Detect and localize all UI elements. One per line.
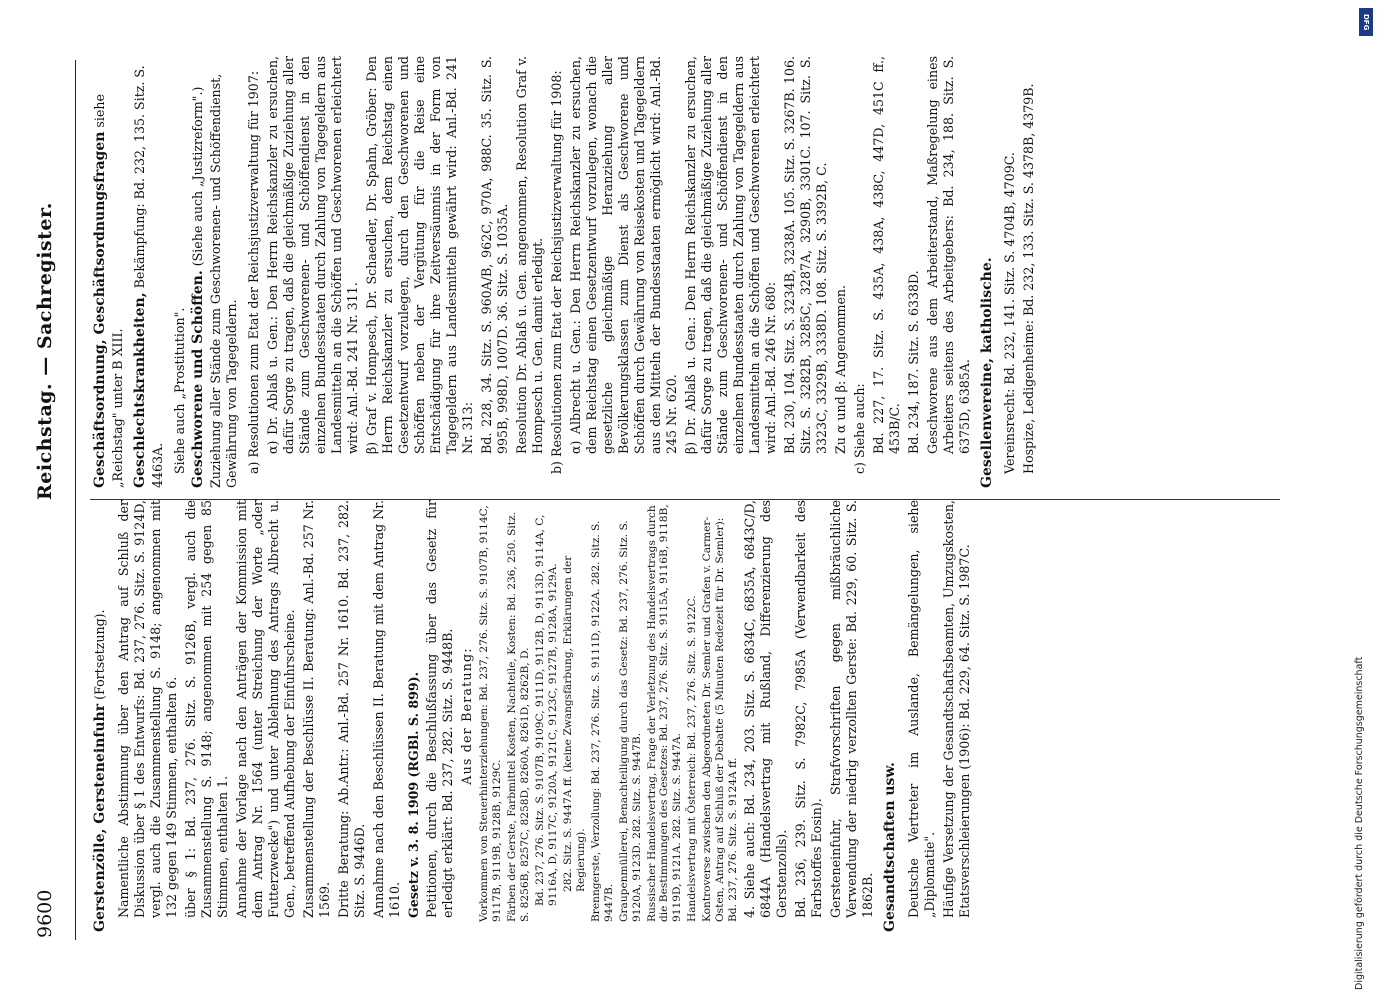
paragraph: Petitionen, durch die Beschlußfassung über das Gesetz für erledigt erklärt: Bd. 237, 282. Sitz. S. 9448B. xyxy=(424,500,456,918)
resolution-outcome: Resolution Dr. Ablaß u. Gen. angenommen, Resolution Graf v. Hompesch u. Gen. damit erledigt. xyxy=(513,56,545,454)
entry-gesellenvereine xyxy=(979,56,997,488)
left-column xyxy=(92,500,1282,932)
subsection-heading: b) Resolutionen zum Etat der Reichsjustizverwaltung für 1908: xyxy=(548,70,564,474)
paragraph: Hospize, Ledigenheime: Bd. 232, 133. Sitz. S. 4378B, 4379B. xyxy=(1021,83,1037,474)
entry-gesandtschaften xyxy=(882,500,900,932)
small-entry: Handelsvertrag mit Österreich: Bd. 237, 276. Sitz. S. 9122C. xyxy=(686,595,699,922)
subsection-heading: c) Siehe auch: xyxy=(851,383,867,474)
right-column xyxy=(92,56,1282,488)
paragraph: Häufige Versetzung der Gesandtschaftsbeamten, Umzugskosten, Etatsverschleierungen (1906): Bd. 229, 64. Sitz. S. 1987C. xyxy=(940,500,972,918)
entry-gerstenzoelle xyxy=(92,500,110,932)
paragraph: Deutsche Vertreter im Auslande, Bemängelungen, siehe „Diplomatie". xyxy=(905,500,937,918)
entry-heading: Geschäftsordnung, Geschäftsordnungsfragen xyxy=(92,131,108,488)
small-entry: Brenngerste, Verzollung: Bd. 237, 276. Sitz. S. 9111D, 9122A. 282. Sitz. S. 9447B. xyxy=(589,520,615,922)
small-entry: Kontroverse zwischen den Abgeordneten Dr. Semler und Grafen v. Carmer-Osten, Antrag auf Schluß der Debatte (5 Minuten Redezeit für Dr. Semler): Bd. 237, 276. Sitz. S. 9124A ff. xyxy=(701,516,740,922)
resolution-text: α) Dr. Ablaß u. Gen.: Den Herrn Reichskanzler zu ersuchen, dafür Sorge zu tragen, daß die gleichmäßige Zuziehung aller Stände zum Geschworenen- und Schöffendienst in den einzelnen Bundesstaaten durch Zahlung von Tagegeldern aus Landesmitteln an die Schöffen und Geschworenen erleichtert wird: Anl.-Bd. 241 Nr. 311. xyxy=(265,56,361,454)
paragraph: Annahme der Vorlage nach den Anträgen der Kommission mit dem Antrag Nr. 1564 (unter Streichung der Worte „oder Futterzwecke") und unter Ablehnung des Antrags Albrecht u. Gen., betreffend Aufhebung der Einfuhrscheine. xyxy=(233,500,297,918)
small-entry: Graupenmüllerei, Benachteiligung durch das Gesetz: Bd. 237, 276. Sitz. S. 9120A, 9123D. 282. Sitz. S. 9447B. xyxy=(617,520,643,922)
subsection-heading: a) Resolutionen zum Etat der Reichsjustizverwaltung für 1907: xyxy=(246,70,262,474)
dfg-logo-icon: DFG xyxy=(1359,8,1373,36)
entry-heading: Geschworene und Schöffen. xyxy=(190,270,207,488)
resolution-text: β) Graf v. Hompesch, Dr. Schaedler, Dr. Spahn, Gröber: Den Herrn Reichskanzler zu ersuchen, dem Reichstag einen Gesetzentwurf vorzulegen, durch den Geschworenen und Schöffen neben der Vergütung für die Reise eine Entschädigung für ihre Zeitversäumnis in der Form von Tagegeldern aus Landesmitteln gewährt wird: Anl.-Bd. 241 Nr. 313: xyxy=(364,56,476,454)
small-entry: Russischer Handelsvertrag, Frage der Verletzung des Handelsvertrags durch die Bestimmungen des Gesetzes: Bd. 237, 276. Sitz. S. 9115A, 9116B, 9118B, 9119D, 9121A. 282. Sitz. S. 9447A. xyxy=(645,504,684,922)
references: Bd. 234, 187. Sitz. S. 6338D. xyxy=(905,270,921,454)
paragraph: 4. Siehe auch: Bd. 234, 203. Sitz. S. 6834C, 6835A, 6843C/D, 6844A (Handelsvertrag mit Rußland, Differenzierung des Gerstenzolls). xyxy=(741,500,789,918)
page-number: 9600 xyxy=(34,889,56,938)
small-entry: Färben der Gerste, Farbmittel Kosten, Nachteile, Kosten: Bd. 236, 250. Sitz. S. 8256B, 8257C, 8258D, 8260A, 8261D, 8262B, D. xyxy=(506,512,532,922)
resolution-text: β) Dr. Ablaß u. Gen.: Den Herrn Reichskanzler zu ersuchen, dafür Sorge zu tragen, daß die gleichmäßige Zuziehung aller Stände zum Geschworenen- und Schöffendienst in den einzelnen Bundesstaaten durch Zahlung von Tagegeldern aus Landesmitteln an die Schöffen und Geschworenen erleichtert wird: Anl.-Bd. 246 Nr. 680: xyxy=(682,56,778,454)
entry-continuation: (Fortsetzung). xyxy=(92,609,107,700)
paragraph: Zusammenstellung der Beschlüsse II. Beratung: Anl.-Bd. 257 Nr. 1569. xyxy=(300,500,332,918)
small-entry: Bd. 237, 276. Sitz. S. 9107B, 9109C, 9111D, 9112B, D, 9113D, 9114A, C, 9116A, D, 9117C, 9120A, 9121C, 9123C, 9127B, 9128A, 9129A. xyxy=(534,514,560,906)
paragraph: Gersteneinfuhr, Strafvorschriften gegen mißbräuchliche Verwendung der niedrig verzollten Gerste: Bd. 229, 60. Sitz. S. 1862B. xyxy=(827,500,875,918)
small-entry: Vorkommen von Steuerhinterziehungen: Bd. 237, 276. Sitz. S. 9107B, 9114C, 9117B, 9119B, 9128B, 9129C. xyxy=(478,505,504,922)
paragraph: Vereinsrecht: Bd. 232, 141. Sitz. S. 4704B, 4709C. xyxy=(1002,152,1018,474)
entry-text: Bekämpfung: Bd. 232, 135. Sitz. S. 4463A. xyxy=(131,65,165,488)
resolution-text: α) Albrecht u. Gen.: Den Herrn Reichskanzler zu ersuchen, dem Reichstag einen Gesetzentwurf vorzulegen, wonach die gesetzliche gleichmäßige Heranziehung aller Bevölkerungsklassen zum Dienst als Geschworene und Schöffen durch Gewährung von Reisekosten und Tagegeldern aus den Mitteln der Bundesstaaten ermöglicht wird: Anl.-Bd. 245 Nr. 620. xyxy=(567,56,679,454)
references: Bd. 227, 17. Sitz. S. 435A, 438A, 438C, 447D, 451C ff., 453B/C. xyxy=(870,56,902,454)
entry-heading: Gesellenvereine, katholische. xyxy=(978,257,995,488)
header-rule xyxy=(75,60,76,940)
law-citation: Gesetz v. 3. 8. 1909 (RGBl. S. 899). xyxy=(405,672,421,918)
digitization-text: Digitalisierung gefördert durch die Deutsche Forschungsgemeinschaft xyxy=(1354,656,1365,990)
see-also: Siehe auch „Prostitution". xyxy=(171,307,187,474)
entry-geschworene xyxy=(190,56,240,488)
entry-heading: Gesandtschaften usw. xyxy=(881,762,898,932)
resolution-outcome: Zu α und β: Angenommen. xyxy=(832,284,848,454)
entry-geschaeftsordnung xyxy=(92,56,126,488)
digitization-note xyxy=(1354,10,1374,990)
paragraph: Annahme nach den Beschlüssen II. Beratung mit dem Antrag Nr. 1610. xyxy=(370,500,402,918)
references: Bd. 230, 104. Sitz. S. 3234B, 3238A. 105. Sitz. S. 3267B. 106. Sitz. S. 3282B, 3285C, 3287A, 3290B, 3301C. 107. Sitz. S. 3323C, 3329B, 3338D. 108. Sitz. S. 3392B, C. xyxy=(781,56,829,454)
small-entry: 282. Sitz. S. 9447A ff. (keine Zwangsfärbung, Erklärungen der Regierung). xyxy=(561,555,587,892)
running-head: Reichstag. — Sachregister. xyxy=(34,202,56,500)
paragraph: Namentliche Abstimmung über den Antrag auf Schluß der Diskussion über § 1 des Entwurfs: Bd. 237, 276. Sitz. S. 9124D, vergl. auch die Zusammenstellung S. 9148; angenommen mit 132 gegen 149 Stimmen, enthalten 6. xyxy=(115,500,179,918)
entry-text: (Siehe auch „Justizreform".) Zuziehung aller Stände zum Geschworenen- und Schöffendienst, Gewährung von Tagegeldern. xyxy=(190,73,240,488)
entry-heading: Geschlechtskrankheiten, xyxy=(131,292,148,488)
entry-geschlechtskrankheiten xyxy=(132,56,166,488)
paragraph: über § 1: Bd. 237, 276. Sitz. S. 9126B, vergl. auch die Zusammenstellung S. 9148; angenommen mit 254 gegen 85 Stimmen, enthalten 1. xyxy=(182,500,230,918)
paragraph: Bd. 236, 239. Sitz. S. 7982C, 7985A (Verwendbarkeit des Farbstoffes Eosin). xyxy=(792,500,824,918)
entry-text: siehe „Reichstag" unter B XIII. xyxy=(92,94,125,488)
section-subheading: Aus der Beratung: xyxy=(459,647,475,785)
references: Bd. 228, 34. Sitz. S. 960A/B, 962C, 970A, 988C. 35. Sitz. S. 995B, 998D, 1007D. 36. Sitz. S. 1035A. xyxy=(479,56,510,454)
paragraph: Dritte Beratung: Ab.Antr.: Anl.-Bd. 257 Nr. 1610. Bd. 237, 282. Sitz. S. 9446D. xyxy=(335,500,367,918)
page-header xyxy=(32,40,62,970)
entry-heading: Gerstenzölle, Gersteneinfuhr xyxy=(92,703,108,932)
references: Geschworene aus dem Arbeiterstand, Maßregelung eines Arbeiters seitens des Arbeitgebers: Bd. 234, 188. Sitz. S. 6375D, 6385A. xyxy=(924,56,972,454)
